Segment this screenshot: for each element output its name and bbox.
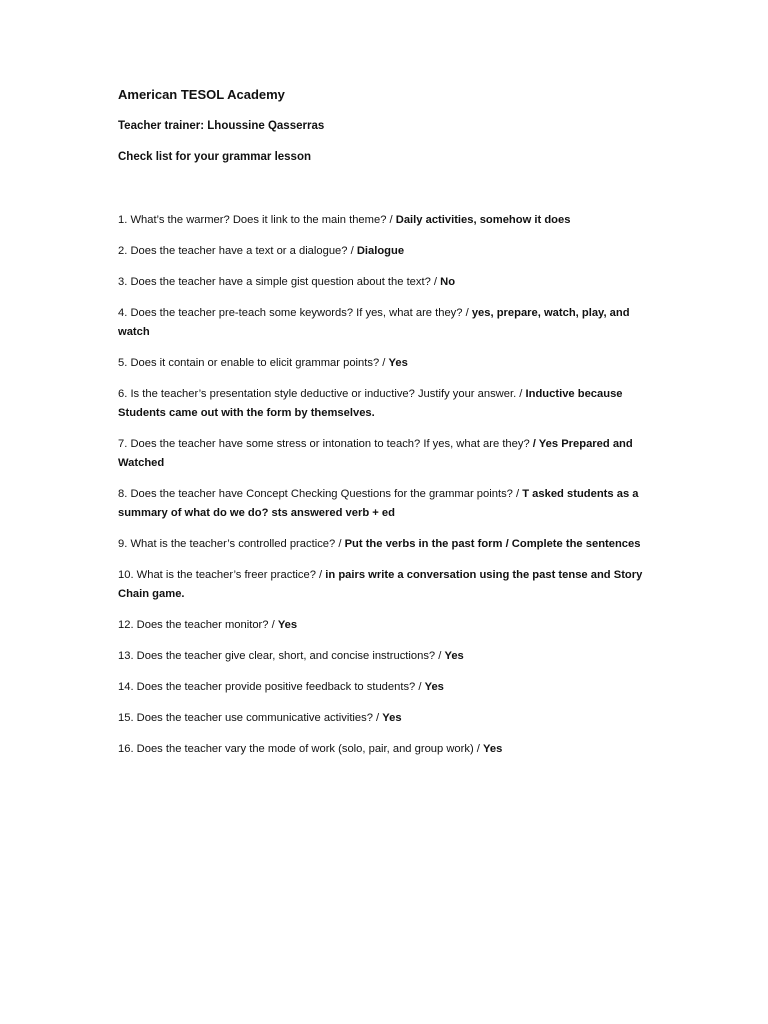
item-answer: No xyxy=(440,276,456,288)
checklist-item xyxy=(118,354,658,373)
checklist-item xyxy=(118,242,658,261)
item-question: 5. Does it contain or enable to elicit grammar points? / xyxy=(118,357,389,369)
item-question: 4. Does the teacher pre-teach some keywords? If yes, what are they? / xyxy=(118,307,472,319)
item-answer: Yes xyxy=(444,650,464,662)
item-answer: yes, prepare, watch, play, and watch xyxy=(118,307,630,338)
checklist xyxy=(118,211,658,771)
item-question: 6. Is the teacher’s presentation style deductive or inductive? Justify your answer. / xyxy=(118,388,526,400)
checklist-item xyxy=(118,678,658,697)
checklist-item xyxy=(118,647,658,666)
item-answer: in pairs write a conversation using the past tense and Story Chain game. xyxy=(118,569,643,600)
item-question: 15. Does the teacher use communicative activities? / xyxy=(118,712,383,724)
item-answer: Yes xyxy=(424,681,444,693)
item-answer: / Yes Prepared and Watched xyxy=(118,438,633,469)
item-answer: Put the verbs in the past form / Complete the sentences xyxy=(344,538,641,550)
checklist-item xyxy=(118,485,658,523)
document-title: American TESOL Academy xyxy=(118,87,285,102)
item-question: 8. Does the teacher have Concept Checking Questions for the grammar points? / xyxy=(118,488,523,500)
checklist-item xyxy=(118,211,658,230)
trainer-line: Teacher trainer: Lhoussine Qasserras xyxy=(118,120,325,132)
checklist-item xyxy=(118,616,658,635)
checklist-item xyxy=(118,709,658,728)
item-answer: Dialogue xyxy=(356,245,405,257)
item-question: 13. Does the teacher give clear, short, and concise instructions? / xyxy=(118,650,445,662)
checklist-item xyxy=(118,535,658,554)
checklist-title: Check list for your grammar lesson xyxy=(118,151,312,163)
checklist-item xyxy=(118,273,658,292)
item-question: 14. Does the teacher provide positive feedback to students? / xyxy=(118,681,425,693)
item-question: 2. Does the teacher have a text or a dialogue? / xyxy=(118,245,357,257)
checklist-item xyxy=(118,566,658,604)
item-question: 16. Does the teacher vary the mode of work (solo, pair, and group work) / xyxy=(118,743,484,755)
item-answer: Yes xyxy=(388,357,408,369)
item-question: 1. What’s the warmer? Does it link to the main theme? / xyxy=(118,214,396,226)
item-question: 7. Does the teacher have some stress or intonation to teach? If yes, what are they? xyxy=(118,438,533,450)
checklist-item xyxy=(118,740,658,759)
item-question: 10. What is the teacher’s freer practice? / xyxy=(118,569,326,581)
item-answer: Yes xyxy=(483,743,503,755)
item-answer: Daily activities, somehow it does xyxy=(395,214,571,226)
item-answer: Inductive because Students came out with the form by themselves. xyxy=(118,388,623,419)
item-answer: T asked students as a summary of what do we do? sts answered verb + ed xyxy=(118,488,639,519)
item-question: 3. Does the teacher have a simple gist question about the text? / xyxy=(118,276,441,288)
item-question: 12. Does the teacher monitor? / xyxy=(118,619,278,631)
item-answer: Yes xyxy=(382,712,402,724)
item-answer: Yes xyxy=(277,619,298,631)
checklist-item xyxy=(118,435,658,473)
checklist-item xyxy=(118,304,658,342)
item-question: 9. What is the teacher’s controlled practice? / xyxy=(118,538,345,550)
checklist-item xyxy=(118,385,658,423)
